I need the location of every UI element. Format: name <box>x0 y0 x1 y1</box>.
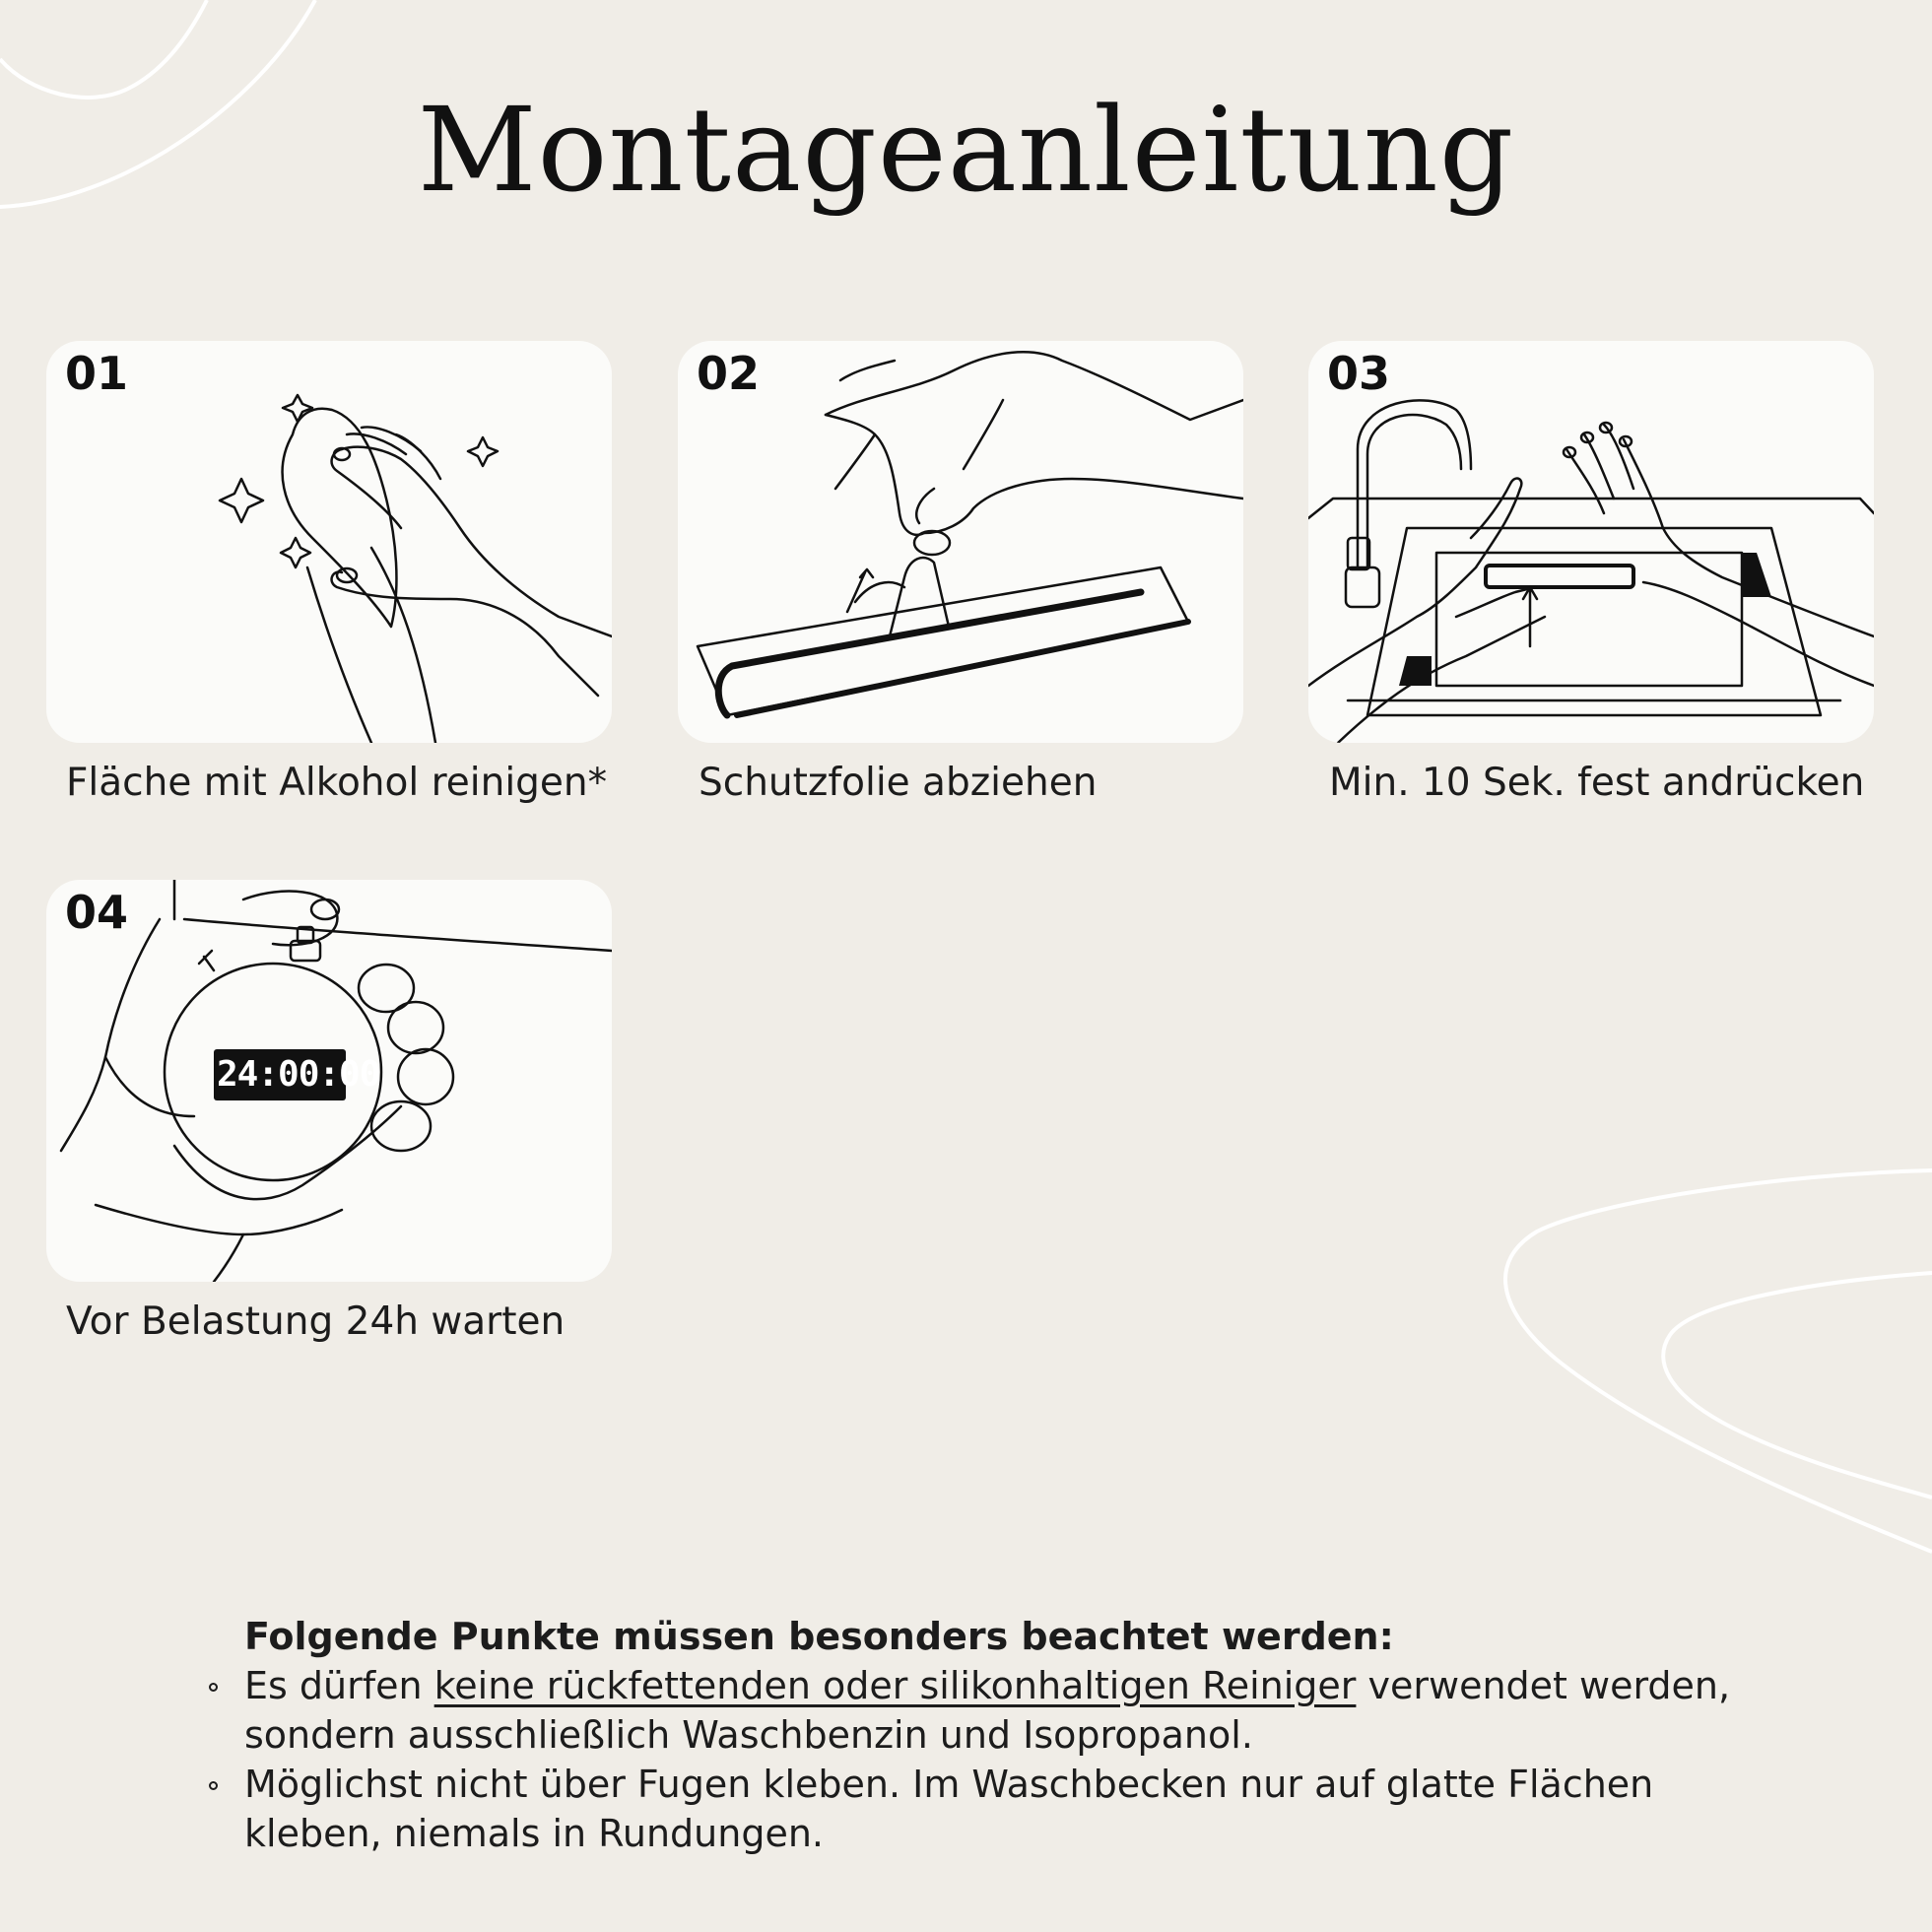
step-caption-04: Vor Belastung 24h warten <box>66 1299 566 1344</box>
note-text-prefix: Es dürfen <box>244 1664 434 1707</box>
step-card-04 <box>46 880 612 1282</box>
step-card-02 <box>678 341 1243 743</box>
list-item <box>244 1661 1742 1760</box>
notes-section <box>244 1612 1742 1858</box>
note-text-suffix: verwendet werden, sondern ausschließlich Waschbenzin und Isopropanol. <box>244 1664 1731 1757</box>
step-card-03 <box>1308 341 1874 743</box>
bullet-icon <box>209 1781 218 1790</box>
bullet-icon <box>209 1683 218 1692</box>
list-item <box>244 1760 1742 1858</box>
note-emphasis: keine rückfettenden oder silikonhaltigen Reiniger <box>433 1664 1357 1707</box>
step-card-01 <box>46 341 612 743</box>
notes-heading: Folgende Punkte müssen besonders beachtet werden: <box>244 1615 1394 1658</box>
notes-list <box>244 1661 1742 1858</box>
timer-display: 24:00:00 <box>217 1054 380 1095</box>
step-number: 03 <box>1327 347 1391 400</box>
cleaning-hand-illustration <box>46 341 612 743</box>
step-number: 02 <box>697 347 761 400</box>
peeling-film-illustration <box>678 341 1243 743</box>
pressing-hands-illustration <box>1308 341 1874 743</box>
step-caption-01: Fläche mit Alkohol reinigen* <box>66 761 608 805</box>
step-caption-03: Min. 10 Sek. fest andrücken <box>1329 761 1865 805</box>
step-number: 04 <box>65 886 129 939</box>
step-number: 01 <box>65 347 129 400</box>
step-caption-02: Schutzfolie abziehen <box>699 761 1098 805</box>
note-text: Möglichst nicht über Fugen kleben. Im Waschbecken nur auf glatte Flächen kleben, niemals in Rundungen. <box>244 1763 1654 1855</box>
page-title: Montageanleitung <box>417 82 1515 218</box>
